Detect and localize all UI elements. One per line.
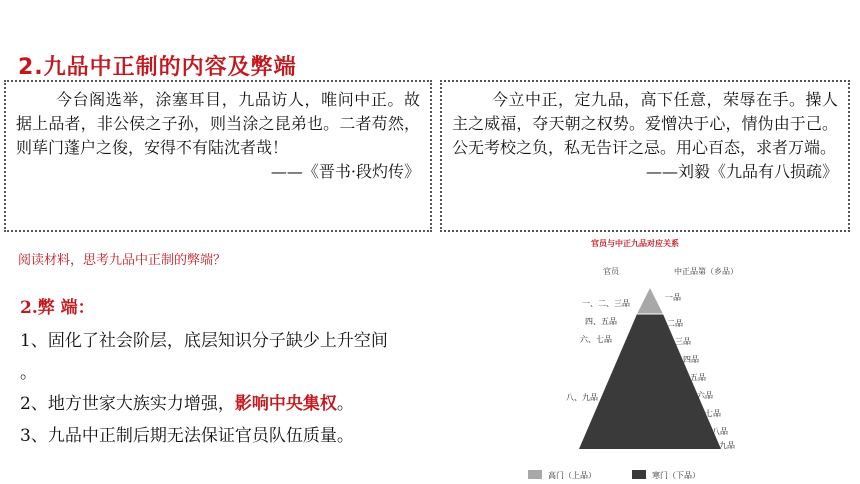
diagram-legend	[528, 470, 700, 480]
drawback-point-3: 3、九品中正制后期无法保证官员队伍质量。	[20, 426, 354, 446]
pyramid-upper-tier	[637, 288, 663, 314]
diagram-right-header: 中正品第（乡品）	[674, 267, 738, 276]
section-title: 2.九品中正制的内容及弊端	[18, 55, 297, 80]
left-label: 一、二、三品	[582, 299, 630, 308]
left-label: 六、七品	[580, 335, 612, 344]
right-label: 五品	[690, 373, 706, 382]
drawback-point-1-tail: 。	[20, 363, 37, 383]
right-label: 一品	[665, 293, 681, 302]
diagram-left-header: 官员	[603, 267, 619, 276]
drawback-point-1: 1、固化了社会阶层，底层知识分子缺少上升空间	[20, 331, 388, 351]
quote-text: 今立中正，定九品，高下任意，荣辱在手。操人主之威福，夺天朝之权势。爱憎决于心，情伪由于己。公无考校之负，私无告讦之忌。用心百态，求者万端。	[452, 90, 838, 157]
quote-source: ——刘毅《九品有八损疏》	[645, 162, 838, 181]
diagram-title: 官员与中正九品对应关系	[591, 239, 679, 248]
left-label: 四、五品	[585, 317, 617, 326]
legend-label: 高门（上品）	[548, 471, 596, 480]
quote-box-jinshu	[4, 80, 432, 232]
quote-box-liuyi	[440, 80, 850, 232]
drawback-point-2-text: 2、地方世家大族实力增强，	[20, 394, 235, 414]
quote-text: 今台阁选举，涂塞耳目，九品访人，唯问中正。故据上品者，非公侯之子孙，则当涂之昆弟也。二者苟然，则荜门蓬户之俊，安得不有陆沈者哉！	[16, 90, 420, 157]
legend-swatch-lower	[632, 470, 646, 479]
drawback-point-2-end: 。	[336, 394, 354, 414]
left-label: 八、九品	[566, 393, 598, 402]
right-label: 四品	[683, 355, 699, 364]
right-label: 二品	[667, 319, 683, 328]
right-label: 九品	[719, 441, 735, 450]
drawbacks-heading: 2.弊 端：	[20, 298, 95, 318]
right-label: 六品	[697, 391, 713, 400]
reading-prompt: 阅读材料，思考九品中正制的弊端？	[18, 253, 227, 268]
right-label: 八品	[712, 427, 728, 436]
drawback-highlight: 影响中央集权	[234, 394, 337, 414]
quote-source: ——《晋书·段灼传》	[270, 162, 420, 181]
legend-label: 寒门（下品）	[652, 471, 700, 480]
rank-pyramid-diagram	[520, 236, 760, 484]
right-label: 七品	[705, 409, 721, 418]
right-label: 三品	[675, 337, 691, 346]
legend-swatch-upper	[528, 470, 542, 479]
drawback-point-2	[20, 389, 354, 414]
